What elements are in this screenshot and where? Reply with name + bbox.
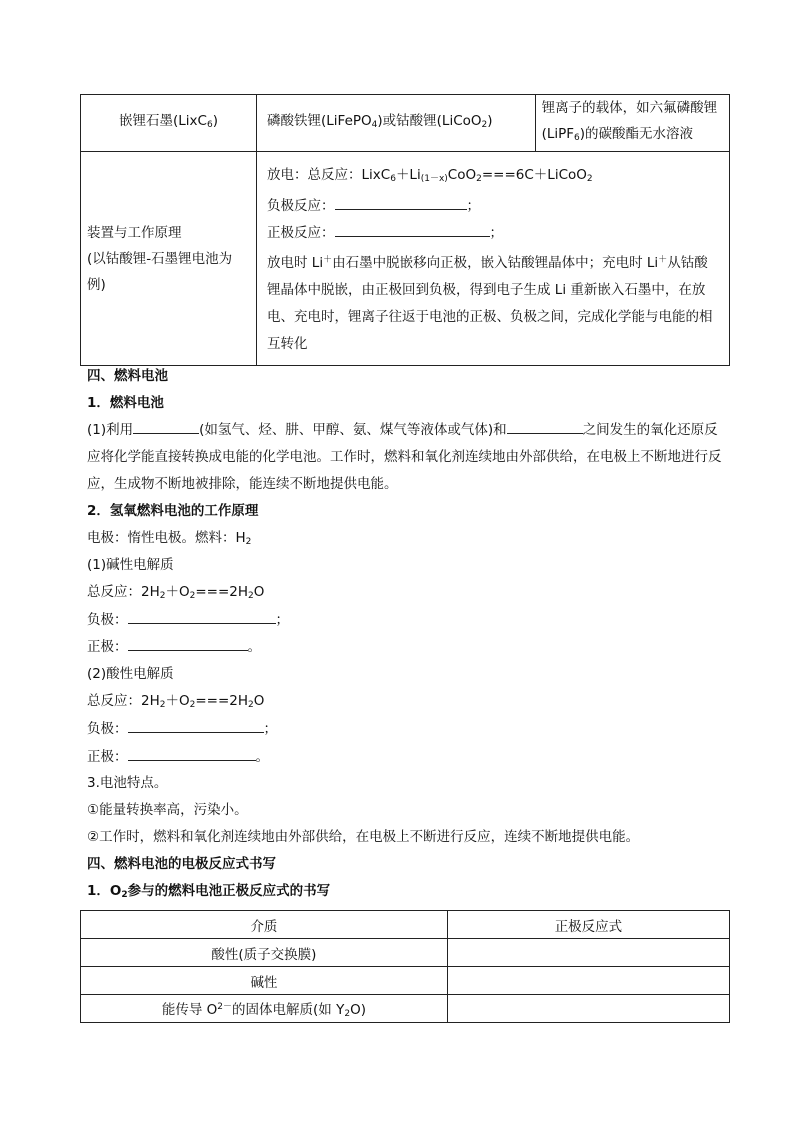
discharge-sub1: 6 (390, 173, 396, 184)
neg-end: ； (275, 612, 289, 628)
eq-sub: 2 (248, 700, 254, 710)
eq-sub: 2 (248, 591, 254, 601)
cathode-cell (257, 95, 536, 152)
def-c: 之间发生的氧化还原反应将化学能直接转换成电能的化学电池。工作时，燃料和氧化剂连续地由外部供给，在电极上不断地进行反应，生成物不断地被排除，能连续不断地提供电能。 (87, 422, 722, 492)
reaction-arrow: === (195, 584, 230, 600)
medium-cell: 酸性(质子交换膜) (81, 939, 448, 967)
acidic-total-reaction (87, 691, 264, 715)
cathode-text-a: 磷酸铁锂(LiFePO (267, 113, 372, 129)
fuel-cell-definition (87, 417, 727, 498)
pos-end: 。 (247, 639, 261, 655)
electrolyte-cell (535, 95, 729, 152)
electrolyte-sub: 6 (574, 133, 580, 143)
o2-heading-a: 1．O (87, 883, 122, 899)
o2-heading-sub: 2 (121, 890, 128, 900)
neg-end: ； (263, 721, 277, 737)
medium-cell (81, 995, 448, 1023)
answer-blank[interactable] (507, 419, 583, 434)
o2-heading-b: 参与的燃料电池正极反应式的书写 (127, 883, 331, 899)
electrolyte-line1: 锂离子的载体，如六氟磷酸锂 (541, 100, 718, 116)
total-label: 总反应： (87, 693, 141, 709)
answer-blank[interactable] (335, 195, 467, 210)
feature-item: ①能量转换率高，污染小。 (87, 802, 248, 818)
neg-label: 负极： (87, 612, 128, 628)
electrolyte-line2 (542, 121, 729, 151)
electrode-line (87, 528, 251, 552)
row3-a: 能传导 O (161, 1002, 218, 1018)
cathode-text-c: ) (487, 113, 493, 129)
eq-a: 2H (141, 693, 160, 709)
discharge-mid: ＋Li (395, 166, 421, 183)
table-row (81, 95, 730, 152)
neg-label: 负极反应： (267, 197, 335, 214)
acidic-negative (87, 718, 277, 739)
principle-label-line3: 例) (87, 276, 106, 293)
desc2-sup: ＋ (658, 254, 668, 265)
cathode-sub-a: 4 (371, 120, 378, 130)
answer-blank[interactable] (133, 419, 199, 434)
discharge-sub4: 2 (586, 173, 593, 184)
def-a: (1)利用 (87, 422, 134, 438)
answer-blank[interactable] (128, 746, 256, 761)
eq-sub: 2 (159, 591, 166, 601)
discharge-prefix: 放电：总反应：LixC (267, 166, 391, 183)
reaction-arrow: === (481, 166, 516, 183)
answer-blank[interactable] (335, 222, 490, 237)
discharge-end: 6C＋LiCoO (515, 166, 587, 183)
row3-sub: 2 (344, 1009, 351, 1019)
desc2: 由石墨中脱嵌移向正极，嵌入钴酸锂晶体中；充电时 Li (332, 254, 659, 271)
answer-blank[interactable] (128, 636, 248, 651)
reaction-answer-cell[interactable] (447, 939, 729, 967)
table-row (81, 152, 730, 366)
discharge-sub2: (1－x) (420, 173, 448, 184)
desc1-sup: ＋ (323, 254, 333, 265)
medium-cell: 碱性 (81, 967, 448, 995)
features-heading: 3.电池特点。 (87, 775, 168, 791)
electrolyte-text-c: )的碳酸酯无水溶液 (579, 126, 694, 142)
reaction-answer-cell[interactable] (447, 995, 729, 1023)
eq-a: 2H (141, 584, 160, 600)
eq-c: 2H (229, 584, 249, 600)
subsection-heading (87, 881, 330, 905)
reaction-answer-cell[interactable] (447, 967, 729, 995)
eq-sub: 2 (189, 591, 196, 601)
pos-end: 。 (255, 749, 269, 765)
anode-cell (81, 95, 257, 152)
alkaline-label: (1)碱性电解质 (87, 557, 174, 573)
pos-end: ； (489, 224, 504, 241)
anode-text: 嵌锂石墨(LixC (119, 113, 207, 129)
subsection-heading: 2．氢氧燃料电池的工作原理 (87, 503, 259, 519)
table-row (81, 939, 730, 967)
row3-sup: 2－ (217, 1002, 233, 1012)
alkaline-total-reaction (87, 582, 264, 606)
cathode-text-b: )或钴酸锂(LiCoO (377, 113, 482, 129)
neg-end: ； (466, 197, 481, 214)
mechanism-description (267, 247, 721, 358)
negative-reaction-line (267, 193, 721, 220)
section-heading: 四、燃料电池的电极反应式书写 (87, 856, 276, 872)
acidic-label: (2)酸性电解质 (87, 666, 174, 682)
eq-c: 2H (229, 693, 249, 709)
row3-b: 的固体电解质(如 Y (232, 1002, 345, 1018)
acidic-positive (87, 746, 269, 767)
mechanism-cell (257, 152, 730, 366)
anode-sub: 6 (206, 120, 213, 130)
electrode-reaction-table (80, 910, 730, 1023)
table-row (81, 967, 730, 995)
reaction-arrow: === (195, 693, 230, 709)
total-label: 总反应： (87, 584, 141, 600)
feature-item: ②工作时，燃料和氧化剂连续地由外部供给，在电极上不断进行反应，连续不断地提供电能。 (87, 829, 640, 845)
row3-c: O) (350, 1002, 366, 1018)
cathode-sub-b: 2 (481, 120, 488, 130)
electrode-text: 电极：惰性电极。燃料：H (87, 530, 246, 546)
pos-label: 正极： (87, 749, 128, 765)
pos-label: 正极： (87, 639, 128, 655)
header-medium: 介质 (81, 911, 448, 939)
discharge-mid2: CoO (447, 166, 477, 183)
answer-blank[interactable] (128, 609, 276, 624)
principle-label-line1: 装置与工作原理 (87, 224, 182, 241)
eq-sub: 2 (159, 700, 166, 710)
electrode-sub: 2 (245, 537, 252, 547)
electrolyte-text-b: (LiPF (541, 126, 575, 142)
eq-d: O (253, 584, 265, 600)
subsection-heading: 1．燃料电池 (87, 395, 164, 411)
eq-d: O (253, 693, 265, 709)
neg-label: 负极： (87, 721, 128, 737)
discharge-equation (267, 162, 721, 193)
eq-b: ＋O (165, 584, 190, 600)
alkaline-positive (87, 636, 261, 657)
discharge-sub3: 2 (476, 173, 482, 184)
eq-b: ＋O (165, 693, 190, 709)
pos-label: 正极反应： (267, 224, 335, 241)
principle-label-cell (81, 152, 257, 366)
positive-reaction-line (267, 220, 721, 247)
def-b: (如氢气、烃、肼、甲醇、氨、煤气等液体或气体)和 (199, 422, 507, 438)
desc3: 从钴酸锂晶体中脱嵌，由正极回到负极，得到电子生成 Li 重新嵌入石墨中，在放电、充电时，锂离子往返于电池的正极、负极之间，完成化学能与电能的相互转化 (267, 254, 713, 352)
section-heading: 四、燃料电池 (87, 368, 168, 384)
battery-table (80, 94, 730, 366)
eq-sub: 2 (189, 700, 196, 710)
header-reaction: 正极反应式 (447, 911, 729, 939)
table-header-row (81, 911, 730, 939)
anode-close: ) (212, 113, 218, 129)
alkaline-negative (87, 609, 289, 630)
table-row (81, 995, 730, 1023)
principle-label-line2: (以钴酸锂-石墨锂电池为 (87, 250, 233, 267)
answer-blank[interactable] (128, 718, 264, 733)
desc1: 放电时 Li (267, 254, 324, 271)
